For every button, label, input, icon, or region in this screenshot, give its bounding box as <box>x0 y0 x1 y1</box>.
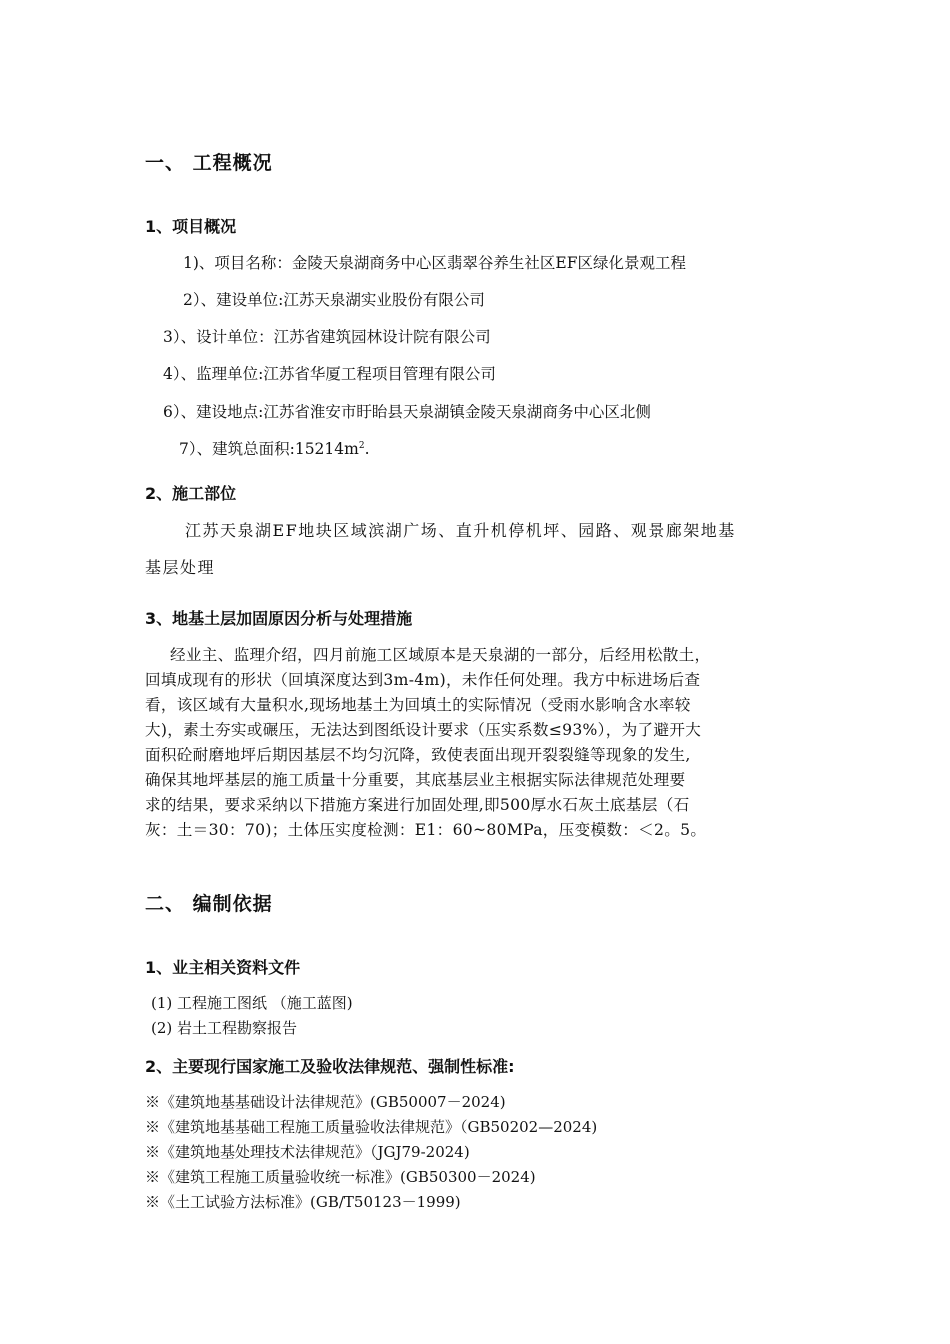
design-unit-item: 3）、设计单位：江苏省建筑园林设计院有限公司 <box>163 328 491 346</box>
analysis-paragraph-line: 求的结果，要求采纳以下措施方案进行加固处理,即500厚水石灰土底基层（石 <box>145 796 690 814</box>
total-area-text: 7）、建筑总面积:15214m <box>179 440 359 458</box>
subsection-standards-title: 2、主要现行国家施工及验收法律规范、强制性标准: <box>145 1057 515 1076</box>
subsection-project-overview-title: 1、项目概况 <box>145 217 237 236</box>
project-name-item: 1)、项目名称：金陵天泉湖商务中心区翡翠谷养生社区EF区绿化景观工程 <box>183 254 686 272</box>
standard-item: ※《建筑工程施工质量验收统一标准》(GB50300－2024) <box>145 1168 536 1186</box>
analysis-paragraph-line: 确保其地坪基层的施工质量十分重要，其底基层业主根据实际法律规范处理要 <box>145 771 686 789</box>
standard-item: ※《建筑地基基础设计法律规范》(GB50007－2024) <box>145 1093 506 1111</box>
standard-item: ※《建筑地基基础工程施工质量验收法律规范》（GB50202—2024) <box>145 1118 598 1136</box>
construction-unit-item: 2）、建设单位:江苏天泉湖实业股份有限公司 <box>183 291 485 309</box>
analysis-paragraph-line: 回填成现有的形状（回填深度达到3m-4m)，未作任何处理。我方中标进场后查 <box>145 671 701 689</box>
analysis-paragraph-line: 面积砼耐磨地坪后期因基层不均匀沉降，致使表面出现开裂裂缝等现象的发生, <box>145 746 691 764</box>
owner-document-item: (2) 岩土工程勘察报告 <box>151 1019 298 1037</box>
subsection-owner-documents-title: 1、业主相关资料文件 <box>145 958 301 977</box>
area-unit-superscript: 2 <box>358 440 365 451</box>
analysis-paragraph-line: 看，该区域有大量积水,现场地基土为回填土的实际情况（受雨水影响含水率较 <box>145 696 691 714</box>
analysis-paragraph-line: 大)，素土夯实或碾压，无法达到图纸设计要求（压实系数≤93%），为了避开大 <box>145 721 702 739</box>
analysis-paragraph-line: 经业主、监理介绍，四月前施工区域原本是天泉湖的一部分，后经用松散土， <box>170 646 711 664</box>
construction-site-item: 6）、建设地点:江苏省淮安市盱眙县天泉湖镇金陵天泉湖商务中心区北侧 <box>163 403 651 421</box>
section-2-title: 二、 编制依据 <box>145 893 273 915</box>
subsection-construction-part-title: 2、施工部位 <box>145 484 237 503</box>
analysis-paragraph-line: 灰：土＝30：70)；土体压实度检测：E1：60~80MPa，压变模数：＜2。5。 <box>145 821 707 839</box>
construction-part-line: 江苏天泉湖EF地块区域滨湖广场、直升机停机坪、园路、观景廊架地基 <box>185 521 736 540</box>
section-1-title: 一、 工程概况 <box>145 152 273 174</box>
standard-item: ※《土工试验方法标准》(GB/T50123－1999) <box>145 1193 461 1211</box>
supervision-unit-item: 4）、监理单位:江苏省华厦工程项目管理有限公司 <box>163 365 496 383</box>
total-area-item <box>179 437 370 459</box>
standard-item: ※《建筑地基处理技术法律规范》（JGJ79-2024) <box>145 1143 470 1161</box>
subsection-foundation-analysis-title: 3、地基土层加固原因分析与处理措施 <box>145 609 413 628</box>
owner-document-item: (1) 工程施工图纸 （施工蓝图) <box>151 994 353 1012</box>
construction-part-line: 基层处理 <box>145 558 216 577</box>
total-area-suffix: . <box>364 440 370 458</box>
